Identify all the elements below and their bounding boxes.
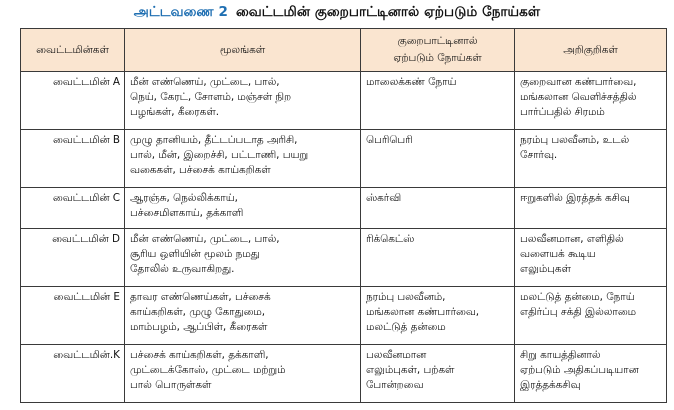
- disease-line: எலும்புகள், பற்கள்: [366, 364, 455, 376]
- sources-line: தோலில் உருவாகிறது.: [130, 263, 235, 275]
- sources-line: முழு தானியம், தீட்டப்படாத அரிசி,: [130, 134, 298, 146]
- vitamin-cell: வைட்டமின் A: [21, 72, 125, 130]
- table-row: [21, 345, 667, 403]
- sources-line: பழங்கள், கீரைகள்.: [130, 106, 219, 118]
- symptoms-cell: [515, 72, 667, 130]
- disease-cell: [361, 188, 515, 229]
- symptoms-line: பலவீனமான, எளிதில்: [520, 233, 624, 245]
- sources-line: மீன் எண்ணெய், முட்டை, பால்,: [130, 233, 280, 245]
- sources-cell: [125, 345, 361, 403]
- sources-line: முட்டைக்கோஸ், முட்டை மற்றும்: [130, 364, 286, 376]
- symptoms-line: மங்கலான வெளிச்சத்தில்: [520, 91, 637, 103]
- disease-line: மங்கலான கண்பார்வை,: [366, 306, 480, 318]
- disease-line: பெரிபெரி: [366, 134, 413, 146]
- disease-cell: [361, 72, 515, 130]
- sources-line: ஆரஞ்சு, நெல்லிக்காய்,: [130, 192, 238, 204]
- vitamin-cell: வைட்டமின்.K: [21, 345, 125, 403]
- symptoms-line: வளையக் கூடிய: [520, 248, 596, 260]
- symptoms-line: ஏற்படும் அதிகப்படியான: [520, 364, 639, 376]
- symptoms-line: சிறு காயத்தினால்: [520, 349, 601, 361]
- table-row: [21, 188, 667, 229]
- header-vitamin: வைட்டமின்கள்: [21, 29, 125, 72]
- sources-line: நெய், கேரட், சோளம், மஞ்சள் நிற: [130, 91, 292, 103]
- disease-line: மலட்டுத் தன்மை: [366, 321, 446, 333]
- table-row: [21, 72, 667, 130]
- disease-cell: [361, 130, 515, 188]
- sources-line: பச்சைமிளகாய், தக்காளி: [130, 207, 244, 219]
- vitamin-cell: வைட்டமின் E: [21, 287, 125, 345]
- table-row: [21, 287, 667, 345]
- sources-line: பச்சைக் காய்கறிகள், தக்காளி,: [130, 349, 269, 361]
- sources-cell: [125, 72, 361, 130]
- sources-line: தாவர எண்ணெய்கள், பச்சைக்: [130, 291, 271, 303]
- symptoms-line: ஈறுகளில் இரத்தக் கசிவு: [520, 192, 630, 204]
- sources-line: மீன் எண்ணெய், முட்டை, பால்,: [130, 76, 280, 88]
- symptoms-line: குறைவான கண்பார்வை,: [520, 76, 637, 88]
- sources-line: மாம்பழம், ஆப்பிள், கீரைகள்: [130, 321, 268, 333]
- table-title-text: வைட்டமின் குறைபாட்டினால் ஏற்படும் நோய்கள்: [235, 4, 541, 20]
- sources-line: பால், மீன், இறைச்சி, பட்டாணி, பயறு: [130, 149, 309, 161]
- header-disease: [361, 29, 515, 72]
- sources-cell: [125, 130, 361, 188]
- sources-line: வகைகள், பச்சைக் காய்கறிகள்: [130, 164, 271, 176]
- table-row: [21, 130, 667, 188]
- symptoms-line: எதிர்ப்பு சக்தி இல்லாமை: [520, 306, 637, 318]
- vitamin-cell: வைட்டமின் B: [21, 130, 125, 188]
- symptoms-line: சோர்வு.: [520, 149, 558, 161]
- vitamin-deficiency-table: [20, 28, 667, 403]
- disease-line: போன்றவை: [366, 379, 424, 391]
- symptoms-cell: [515, 229, 667, 287]
- sources-line: காய்கறிகள், முழு கோதுமை,: [130, 306, 266, 318]
- vitamin-cell: வைட்டமின் C: [21, 188, 125, 229]
- sources-line: பால் பொருள்கள்: [130, 379, 212, 391]
- disease-cell: [361, 229, 515, 287]
- symptoms-cell: [515, 287, 667, 345]
- symptoms-cell: [515, 188, 667, 229]
- vitamin-cell: வைட்டமின் D: [21, 229, 125, 287]
- sources-cell: [125, 287, 361, 345]
- header-sources: மூலங்கள்: [125, 29, 361, 72]
- sources-line: சூரிய ஒளியின் மூலம் நமது: [130, 248, 260, 260]
- symptoms-line: பார்ப்பதில் சிரமம்: [520, 106, 605, 118]
- symptoms-cell: [515, 345, 667, 403]
- disease-line: மாலைக்கண் நோய்: [366, 76, 457, 88]
- header-disease-line2: ஏற்படும் நோய்கள்: [393, 52, 482, 64]
- disease-line: ஸ்கர்வி: [366, 192, 402, 204]
- header-disease-line1: குறைபாட்டினால்: [397, 35, 478, 47]
- table-number-label: அட்டவணை 2: [133, 4, 228, 20]
- symptoms-line: மலட்டுத் தன்மை, நோய்: [520, 291, 635, 303]
- table-row: [21, 229, 667, 287]
- header-symptoms: அறிகுறிகள்: [515, 29, 667, 72]
- symptoms-line: எலும்புகள்: [520, 263, 571, 275]
- sources-cell: [125, 188, 361, 229]
- disease-cell: [361, 345, 515, 403]
- disease-line: நரம்பு பலவீனம்,: [366, 291, 446, 303]
- symptoms-line: நரம்பு பலவீனம், உடல்: [520, 134, 630, 146]
- symptoms-cell: [515, 130, 667, 188]
- disease-cell: [361, 287, 515, 345]
- sources-cell: [125, 229, 361, 287]
- disease-line: ரிக்கெட்ஸ்: [366, 233, 415, 245]
- table-title: [0, 4, 674, 22]
- symptoms-line: இரத்தக்கசிவு: [520, 379, 581, 391]
- disease-line: பலவீனமான: [366, 349, 427, 361]
- header-row: [21, 29, 667, 72]
